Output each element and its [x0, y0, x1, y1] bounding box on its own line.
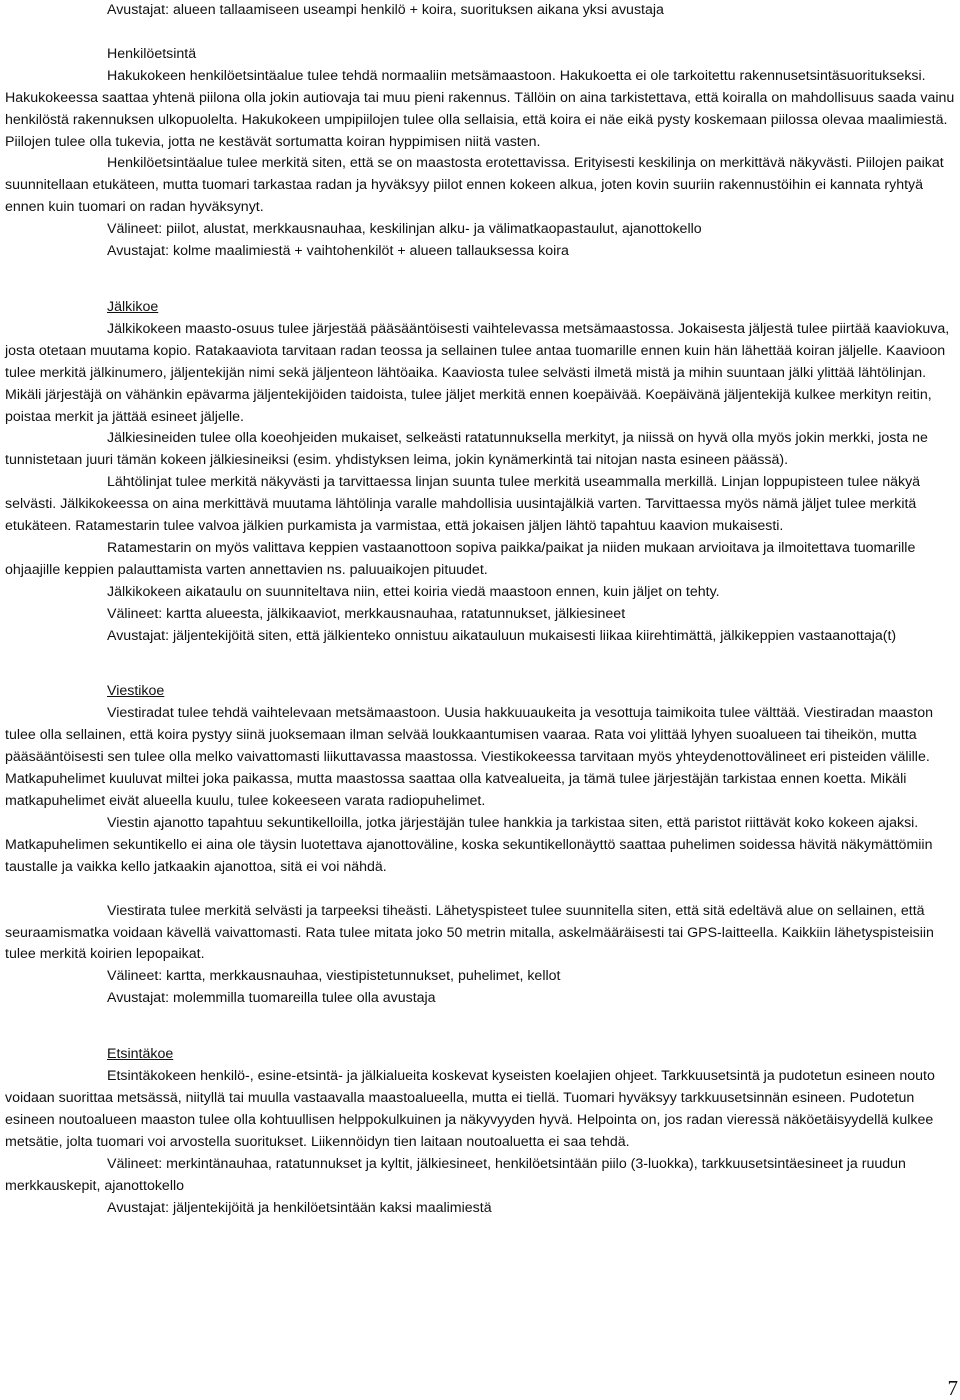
helpers-line: Avustajat: jäljentekijöitä siten, että jälkienteko onnistuu aikatauluun mukaisesti liikaa kiirehtimättä, jälkikeppien vastaanottaja(t) [107, 627, 897, 644]
section-heading: Jälkikoe [107, 298, 159, 315]
paragraph: Viestirata tulee merkitä selvästi ja tarpeeksi tiheästi. Lähetyspisteet tulee suunnitella siten, että sitä edeltävä alue on sellainen, että seuraamismatka voidaan kävellä vaivattomasti. Rata tulee mitata joko 50 metrin mitalla, askelmääräisesti tai GPS-laitteella. Kaikkiin lähetyspisteisiin tulee merkitä koirien lepopaikat. [5, 902, 934, 963]
section-heading: Etsintäkoe [107, 1046, 174, 1063]
helpers-line: Avustajat: molemmilla tuomareilla tulee olla avustaja [107, 990, 436, 1007]
paragraph: Ratamestarin on myös valittava keppien vastaanottoon sopiva paikka/paikat ja niiden mukaan arvioitava ja ilmoitettava tuomarille ohjaajille keppien palauttamista varten annettavien ns. paluuaikojen pituudet. [5, 539, 916, 578]
spacer [5, 263, 955, 297]
section-heading: Viestikoe [107, 683, 165, 700]
section-viestikoe [5, 681, 955, 1010]
helpers-line: Avustajat: kolme maalimiestä + vaihtohenkilöt + alueen tallauksessa koira [107, 243, 569, 260]
intro-helpers-line: Avustajat: alueen tallaamiseen useampi henkilö + koira, suorituksen aikana yksi avustaja [107, 2, 664, 18]
section-heading: Henkilöetsintä [107, 45, 197, 62]
paragraph: Viestin ajanotto tapahtuu sekuntikelloilla, jotka järjestäjän tulee hankkia ja tarkistaa siten, että paristot riittävät koko kokeen ajaksi. Matkapuhelimen sekuntikello ei aina ole täysin luotettava ajanottoväline, koska sekuntikellonäyttö saattaa puhelimen soidessa hävitä näkymättömiin taustalle ja vaikka kello jatkaakin ajanottoa, sitä ei voi nähdä. [5, 814, 933, 875]
paragraph: Jälkikokeen aikataulu on suunniteltava niin, ettei koiria viedä maastoon ennen, kuin jäljet on tehty. [107, 583, 720, 600]
document-page [5, 0, 955, 1219]
spacer [5, 1010, 955, 1044]
equipment-line: Välineet: merkintänauhaa, ratatunnukset ja kyltit, jälkiesineet, henkilöetsintään piilo (3-luokka), tarkkuusetsintäesineet ja ruudun merkkauskepit, ajanottokello [5, 1155, 906, 1194]
spacer [5, 22, 955, 44]
paragraph: Jälkikokeen maasto-osuus tulee järjestää pääsääntöisesti vaihtelevassa metsämaastossa. Jokaisesta jäljestä tulee piirtää kaaviokuva, josta otetaan muutama kopio. Ratakaaviota tarvitaan radan teossa ja sellainen tulee antaa tuomarille ennen kuin hän lähettää koiran jäljelle. Kaavioon tulee merkitä jälkinumero, jäljentekijän nimi sekä jäljenteon lähtöaika. Kaaviosta tulee selvästi ilmetä mistä ja mihin suuntaan jälki ylittää lähtölinjan. Mikäli järjestäjä on vähänkin epävarma jäljentekijöiden taidoista, tulee jäljet merkitä ennen koepäivää. Koepäivänä jäljentekijä kulkee merkityn reitin, poistaa merkit ja jättää esineet jäljelle. [5, 320, 950, 425]
section-henkiloetsinta [5, 44, 955, 263]
spacer [5, 879, 955, 901]
equipment-line: Välineet: kartta, merkkausnauhaa, viestipistetunnukset, puhelimet, kellot [107, 968, 561, 985]
section-etsintakoe [5, 1044, 955, 1219]
helpers-line: Avustajat: jäljentekijöitä ja henkilöetsintään kaksi maalimiestä [107, 1199, 492, 1216]
paragraph: Jälkiesineiden tulee olla koeohjeiden mukaiset, selkeästi ratatunnuksella merkityt, ja niissä on hyvä olla myös jokin merkki, josta ne tunnistetaan juuri tämän kokeen jälkiesineiksi (esim. yhdistyksen leima, jokin kynämerkintä tai nitojan nasta esineen päässä). [5, 430, 928, 469]
paragraph: Hakukokeen henkilöetsintäalue tulee tehdä normaaliin metsämaastoon. Hakukoetta ei ole tarkoitettu rakennusetsintäsuoritukseksi. Hakukokeessa saattaa yhtenä piilona olla jokin autiovaja tai muu pieni rakennus. Tällöin on aina tarkistettava, että koiralla on mahdollisuus saada vainu henkilöstä rakennuksen ulkopuolelta. Hakukokeen umpipiilojen tulee olla sellaisia, että koira ei näe eikä pysty koskemaan piilossa olevaa maalimiestä. Piilojen tulee olla tukevia, jotta ne kestävät sortumatta koiran hyppimisen niitä vasten. [5, 67, 955, 150]
paragraph: Viestiradat tulee tehdä vaihtelevaan metsämaastoon. Uusia hakkuuaukeita ja vesottuja taimikoita tulee välttää. Viestiradan maaston tulee olla sellainen, että koira pystyy siinä juoksemaan ilman selvää loukkaantumisen vaaraa. Rata voi ylittää lyhyen suoalueen tai tiheikön, mutta pääsääntöisesti sen tulee olla melko vaivattomasti liikuttavassa maastossa. Viestikokeessa tarvitaan myös yhteydenottovälineet eri pisteiden välille. Matkapuhelimet kuuluvat miltei joka paikassa, mutta maastossa saattaa olla katvealueita, ja tämä tulee järjestäjän tarkistaa ennen koetta. Mikäli matkapuhelimet eivät alueella kuulu, tulee kokeeseen varata radiopuhelimet. [5, 705, 933, 809]
paragraph: Henkilöetsintäalue tulee merkitä siten, että se on maastosta erotettavissa. Erityisesti keskilinja on merkittävä näkyvästi. Piilojen paikat suunnitellaan etukäteen, mutta tuomari tarkastaa radan ja hyväksyy piilot ennen kokeen alkua, joten kovin suuriin rakennustöihin ei kannata ryhtyä ennen kuin tuomari on radan hyväksynyt. [5, 155, 944, 216]
paragraph: Etsintäkokeen henkilö-, esine-etsintä- ja jälkialueita koskevat kyseisten koelajien ohjeet. Tarkkuusetsintä ja pudotetun esineen nouto voidaan suorittaa metsässä, niityllä tai muulla vastaavalla maastoalueella, mutta ei tiellä. Tuomari hyväksyy tarkkuusetsinnän esineen. Pudotetun esineen noutoalueen maaston tulee olla kohtuullisen helppokulkuinen ja näkyvyyden hyvä. Helpointa on, jos radan vieressä näköetäisyydellä kulkee metsätie, jolta tuomari voi arvostella suoritukset. Liikennöidyn tien laitaan noutoaluetta ei saa tehdä. [5, 1068, 935, 1150]
section-jalkikoe [5, 297, 955, 648]
equipment-line: Välineet: piilot, alustat, merkkausnauhaa, keskilinjan alku- ja välimatkaopastaulut, ajanottokello [107, 221, 702, 238]
page-number: 7 [947, 1376, 958, 1400]
spacer [5, 647, 955, 681]
equipment-line: Välineet: kartta alueesta, jälkikaaviot, merkkausnauhaa, ratatunnukset, jälkiesineet [107, 605, 626, 622]
paragraph: Lähtölinjat tulee merkitä näkyvästi ja tarvittaessa linjan suunta tulee merkitä useammalla merkillä. Linjan loppupisteen tulee näkyä selvästi. Jälkikokeessa on aina merkittävä muutama lähtölinja varalle mahdollisia uusintajälkiä varten. Tarvittaessa myös nämä jäljet tulee merkitä etukäteen. Ratamestarin tulee valvoa jälkien purkamista ja varmistaa, että jokaisen jäljen lähtö tapahtuu kaavion mukaisesti. [5, 474, 921, 535]
